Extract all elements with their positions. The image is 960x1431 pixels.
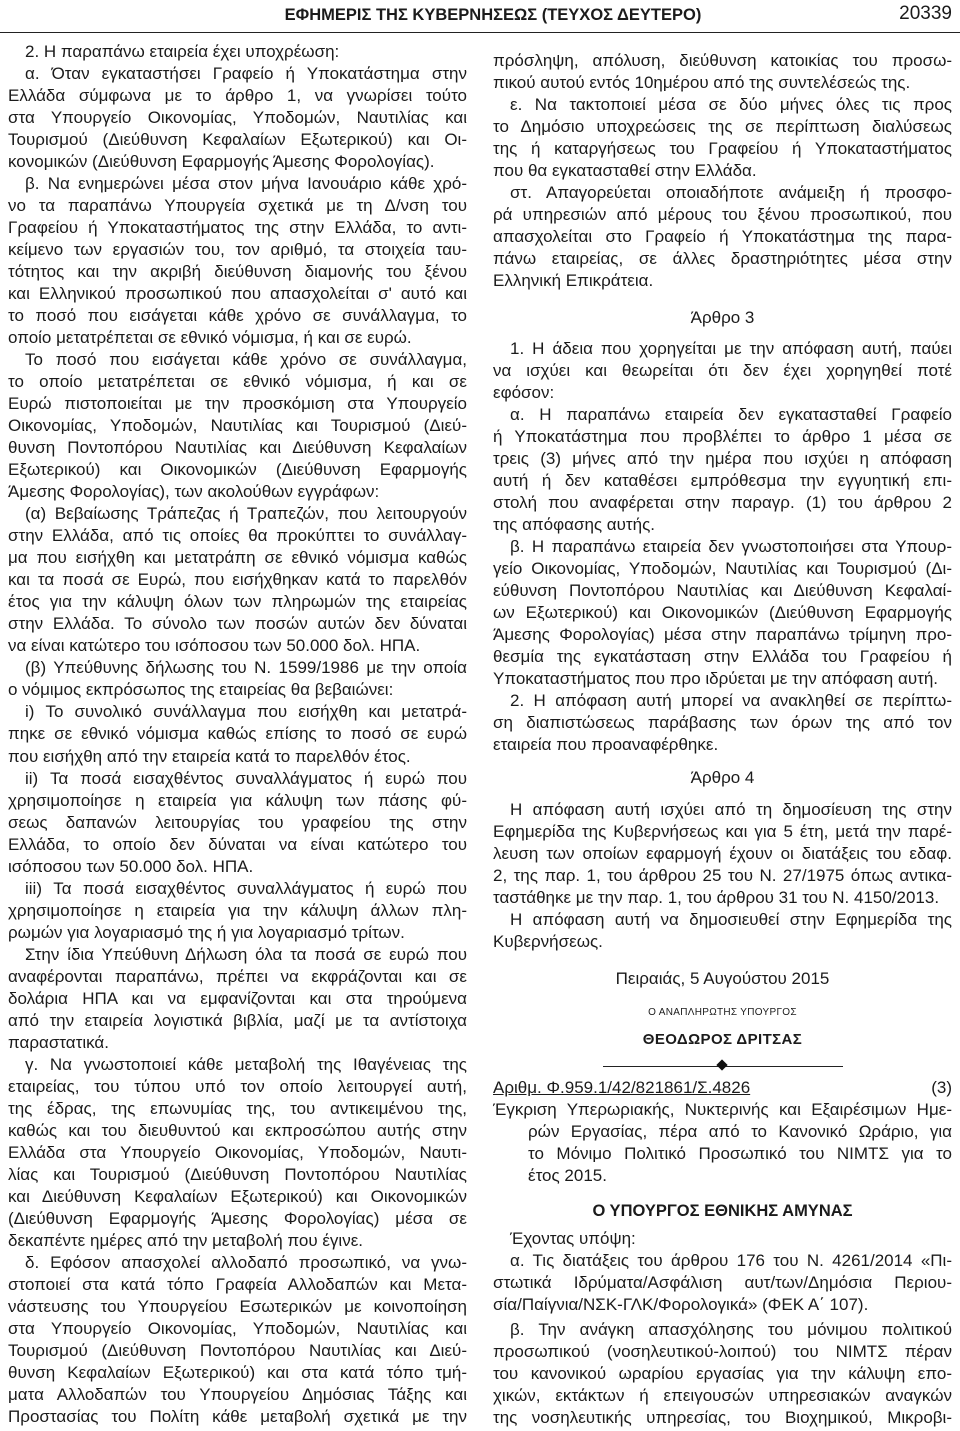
text-line: του κανονικού ωραρίου εργασίας για την κάλυψη επο- <box>493 1363 952 1383</box>
text-line: της έδρας, της επωνυμίας της, του αντικειμένου της, <box>8 1098 467 1118</box>
text-line: καθώς και του διευθυντού και εκπροσώπου αυτής στην <box>8 1120 467 1140</box>
text-line: γείο Οικονομίας, Υποδομών, Ναυτιλίας και Τουρισμού (Δι- <box>493 559 952 579</box>
text-line: β. Να ενημερώνει μέσα στον μήνα Ιανουάριο κάθε χρό- <box>25 174 467 194</box>
text-line: γ. Να γνωστοποιεί κάθε μεταβολή της Ιθαγένειας της <box>25 1054 467 1074</box>
text-line: μα που εισήχθη και μετατράπη σε εθνικό νόμισμα καθώς <box>8 548 467 568</box>
text-line: νάστευσης του Υπουργείου Εσωτερικών με κοινοποίηση <box>8 1296 467 1316</box>
text-line: Το ποσό που εισάγεται κάθε χρόνο σε συνάλλαγμα, <box>25 350 467 370</box>
paragraph <box>493 1250 952 1316</box>
text-line: Η απόφαση αυτή να δημοσιευθεί στην Εφημερίδα της <box>510 909 952 929</box>
text-line: προσωπικού (νοσηλευτικού-λοιπού) του ΝΙΜΤΣ πέραν <box>493 1341 952 1361</box>
signature-role: Ο ΑΝΑΠΛΗΡΩΤΗΣ ΥΠΟΥΡΓΟΣ <box>648 1006 797 1018</box>
text-line: Τουρισμού (Διεύθυνση Κεφαλαίων Εξωτερικού) και Οι- <box>8 130 467 150</box>
text-line: εταιρεία που προαναφέρθηκε. <box>493 735 719 755</box>
paragraph <box>8 1054 467 1252</box>
decision-title-line: ρών Εργασίας, πέρα από το Κανονικό Ωράριο, για <box>528 1121 952 1141</box>
paragraph <box>8 503 467 657</box>
text-line: ο νόμιμος εκπρόσωπος της εταιρείας θα βεβαιώνει: <box>8 680 394 700</box>
text-line: 1. Η άδεια που χορηγείται με την απόφαση αυτή, παύει <box>510 339 952 359</box>
text-line: Κυβερνήσεως. <box>493 931 603 951</box>
text-line: 2, της παρ. 1, του άρθρου 25 του Ν. 27/1975 όπως αντικα- <box>493 865 952 885</box>
text-line: αναφέρονται παραπάνω, πρέπει να εκφράζονται και σε <box>8 966 467 986</box>
text-line: απασχολείται στο Γραφείο ή Υποκατάστημα της παρα- <box>493 227 952 247</box>
text-line: νο τα παραπάνω Υπουργεία σχετικά με τη Δ/νση του <box>8 196 467 216</box>
article-4-heading: Άρθρο 4 <box>690 768 755 788</box>
text-line: σία/Παίγνια/ΝΣΚ-ΓΛΚ/Φορολογικά» (ΦΕΚ Α΄ 107). <box>493 1294 869 1314</box>
text-line: Υποκαταστήματος που προ ιδρύεται με την απόφαση αυτή. <box>493 669 939 689</box>
paragraph <box>493 94 952 182</box>
text-line: Προστασίας του Πολίτη κάθε μεταβολή σχετικά με την <box>8 1406 467 1426</box>
decision-number: Αριθμ. Φ.959.1/42/821861/Σ.4826 <box>493 1077 751 1097</box>
text-line: ισόποσου των 50.000 δολ. ΗΠΑ. <box>8 856 254 876</box>
text-line: 2. Η παραπάνω εταιρεία έχει υποχρέωση: <box>25 42 340 61</box>
text-line: έτος για την κάλυψη όλων των πληρωμών της εταιρείας <box>8 592 467 612</box>
decision-title-line: Έγκριση Υπερωριακής, Νυκτερινής και Εξαιρέσιμων Ημε- <box>493 1099 952 1119</box>
text-line: β. Την ανάγκη απασχόλησης του μόνιμου πολιτικού <box>510 1319 952 1339</box>
text-line: λίας και Τουρισμού (Διεύθυνση Ποντοπόρου Ναυτιλίας <box>8 1164 467 1184</box>
left-column <box>8 41 467 1428</box>
paragraph <box>8 173 467 349</box>
page-number: 20339 <box>899 3 952 24</box>
left-column-body <box>8 41 467 1428</box>
article-4-body <box>493 799 952 953</box>
text-line: στα Υπουργείο Οικονομίας, Υποδομών, Ναυτιλίας και <box>8 1318 467 1338</box>
text-line: θυνση Ποντοπόρου Ναυτιλίας και Διεύθυνση Κεφαλαίων <box>8 438 467 458</box>
diamond-icon <box>716 1059 727 1070</box>
text-line: Άμεσης Φορολογίας), των ακολούθων εγγράφων: <box>8 482 380 502</box>
text-line: δολάρια ΗΠΑ και να εμφανίζονται και στα τηρούμενα <box>8 988 467 1008</box>
text-line: θεσμία της εγκατάσταση στην Ελλάδα του Γραφείου ή <box>493 647 952 667</box>
text-line: Ελληνική Επικράτεια. <box>493 271 654 291</box>
gazette-title: ΕΦΗΜΕΡΙΣ ΤΗΣ ΚΥΒΕΡΝΗΣΕΩΣ (ΤΕΥΧΟΣ ΔΕΥΤΕΡΟ) <box>284 6 702 24</box>
decision-body <box>493 1228 952 1429</box>
text-line: Ελλάδα, το οποίο δεν δύναται να είναι κατώτερο του <box>8 834 467 854</box>
text-line: πηκε σε εθνικό νόμισμα καθώς επίσης το ποσό σε ευρώ <box>8 724 467 744</box>
paragraph <box>493 909 952 953</box>
text-line: Η απόφαση αυτή ισχύει από τη δημοσίευση της στην <box>510 799 952 819</box>
text-line: που εισήχθη από την εταιρεία κατά το παρελθόν έτος. <box>8 746 411 766</box>
text-line: στοποιεί στα κατά τόπο Γραφεία Αλλοδαπών και Μετα- <box>8 1274 467 1294</box>
text-line: δεκαπέντε ημέρες από την μεταβολή που έγινε. <box>8 1230 363 1250</box>
paragraph <box>8 657 467 701</box>
text-line: ταστάθηκε με την παρ. 1, του άρθρου 31 του Ν. 4150/2013. <box>493 887 940 907</box>
text-line: Ευρώ πιστοποιείται με την προσκόμιση στα Υπουργείο <box>8 394 467 414</box>
text-line: Εφημερίδα της Κυβερνήσεως και για 5 έτη, μετά την παρέ- <box>493 821 952 841</box>
continuation-section <box>493 50 952 292</box>
text-line: και τα ποσά σε Ευρώ, που εισήχθηκαν κατά το παρελθόν <box>8 570 467 590</box>
text-line: ματα Αλλοδαπών του Υπουργείου Δημόσιας Τάξης και <box>8 1384 467 1404</box>
header-divider <box>0 32 960 33</box>
text-line: iii) Τα ποσά εισαχθέντος συναλλάγματος ή ευρώ που <box>25 878 467 898</box>
paragraph <box>493 338 952 404</box>
text-line: Εξωτερικού) και Οικονομικών (Διεύθυνση Εφαρμογής <box>8 460 467 480</box>
paragraph <box>8 41 467 63</box>
paragraph <box>8 1252 467 1428</box>
text-line: i) Το συνολικό συνάλλαγμα που εισήχθη και μετατρά- <box>25 702 467 722</box>
text-line: λευση των οποίων εφαρμογή έχουν οι διατάξεις του εδαφ. <box>493 843 952 863</box>
text-line: τότητος και την ακριβή διεύθυνση διαμονής του ξένου <box>8 262 467 282</box>
text-line: Έχοντας υπόψη: <box>510 1228 636 1248</box>
text-line: εφόσον: <box>493 383 555 403</box>
text-line: να είναι κατώτερο του ισόποσου των 50.000 δολ. ΗΠΑ. <box>8 636 421 656</box>
decision-issuer: Ο ΥΠΟΥΡΓΟΣ ΕΘΝΙΚΗΣ ΑΜΥΝΑΣ <box>592 1201 853 1220</box>
decision-sequence: (3) <box>931 1077 952 1097</box>
paragraph <box>8 768 467 878</box>
text-line: ρά υπηρεσιών από μέρους του ξένου προσωπικού, που <box>493 205 952 225</box>
text-line: (α) Βεβαίωσης Τράπεζας ή Τραπεζών, που λειτουργούν <box>25 504 467 524</box>
text-line: από την εταιρεία λογιστικά βιβλία, μαζί με τα αντίστοιχα <box>8 1010 467 1030</box>
text-line: το ποσό που εισάγεται κάθε χρόνο σε συνάλλαγμα, το <box>8 306 467 326</box>
text-line: σεως δαπανών λειτουργίας του γραφείου της στην <box>8 812 467 832</box>
signature-name: ΘΕΟΔΩΡΟΣ ΔΡΙΤΣΑΣ <box>642 1030 803 1048</box>
paragraph <box>493 1319 952 1429</box>
text-line: ρωμών για λογαριασμό της ή για λογαριασμό τρίτων. <box>8 922 405 942</box>
text-line: α. Τις διατάξεις του άρθρου 176 του Ν. 4261/2014 «Πι- <box>510 1250 952 1270</box>
text-line: της ή καταργήσεως του Γραφείου ή Υποκαταστήματος <box>493 139 952 159</box>
decision-title-line: το Μόνιμο Πολιτικό Προσωπικό του ΝΙΜΤΣ για το <box>528 1143 952 1163</box>
text-line: που θα εγκατασταθεί στην Ελλάδα. <box>493 161 757 181</box>
decision-title-line: έτος 2015. <box>528 1165 607 1185</box>
text-line: της απόφασης αυτής. <box>493 515 656 535</box>
section-separator <box>493 1061 952 1071</box>
paragraph <box>493 404 952 536</box>
text-line: χρησιμοποίησε η εταιρεία για την κάλυψη άλλων πλη- <box>8 900 467 920</box>
text-line: β. Η παραπάνω εταιρεία δεν γνωστοποιήσει στα Υπουρ- <box>510 537 952 557</box>
text-line: της νοσηλευτικής υπηρεσίας, του Βιοχημικού, Μικροβι- <box>493 1407 952 1427</box>
paragraph <box>8 944 467 1054</box>
text-line: το Δημόσιο υποχρεώσεις της σε περίπτωση διαλύσεως <box>493 117 952 137</box>
paragraph <box>493 182 952 292</box>
text-line: στολή που αναφέρεται στην παραγρ. (1) του άρθρου 2 <box>493 493 952 513</box>
text-line: οποίο μετατρέπεται σε εθνικό νόμισμα, ή και σε ευρώ. <box>8 328 412 348</box>
text-line: (β) Υπεύθυνης δήλωσης του Ν. 1599/1986 με την οποία <box>25 658 467 678</box>
text-line: δ. Εφόσον απασχολεί αλλοδαπό προσωπικό, να γνω- <box>25 1252 467 1272</box>
decision-title <box>493 1099 952 1187</box>
text-line: και Ελληνικού προσωπικού που απασχολείται σ' αυτό και <box>8 284 467 304</box>
paragraph <box>493 50 952 94</box>
signature-place-date: Πειραιάς, 5 Αυγούστου 2015 <box>615 968 830 988</box>
text-line: Ελλάδα σύμφωνα με το άρθρο 1, να γνωρίσει τούτο <box>8 86 467 106</box>
decision-number-row <box>493 1077 952 1099</box>
text-line: Γραφείου ή Υποκαταστήματος της στην Ελλάδα, το αντι- <box>8 218 467 238</box>
text-line: στ. Απαγορεύεται οποιαδήποτε ανάμειξη ή προσφο- <box>510 183 952 203</box>
text-line: κονομικών (Διεύθυνση Εφαρμογής Άμεσης Φορολογίας). <box>8 152 435 172</box>
text-line: χρησιμοποίησε η εταιρεία για κάλυψη των πάσης φύ- <box>8 790 467 810</box>
text-line: αυτή ή δεν καταθέσει εμπρόθεσμα την εγγυητική επι- <box>493 471 952 491</box>
text-line: θυνση Κεφαλαίων Εξωτερικού) και στα κατά τόπο τμή- <box>8 1362 467 1382</box>
text-line: Άμεσης Φορολογίας) μέσα στην παραπάνω τρίμηνη προ- <box>493 625 952 645</box>
text-line: πικού αυτού εντός 10ημέρου από της συντελέσεώς της. <box>493 73 911 93</box>
text-line: (Διεύθυνση Εφαρμογής Άμεσης Φορολογίας) μέσα σε <box>8 1208 467 1228</box>
text-line: πάνω εταιρείας, σε άλλες δραστηριότητες μέσα στην <box>493 249 952 269</box>
text-line: ή Υποκατάστημα που προβλέπει το άρθρο 1 μέσα σε <box>493 427 952 447</box>
text-line: χικών, εκτάκτων ή επειγουσών υπηρεσιακών αναγκών <box>493 1385 952 1405</box>
paragraph <box>8 878 467 944</box>
text-line: εταιρείας, του τύπου υπό τον οποίο λειτουργεί αυτή, <box>8 1076 467 1096</box>
text-line: κείμενο των εργασιών του, τον αριθμό, τα στοιχεία ταυ- <box>8 240 467 260</box>
paragraph <box>8 349 467 503</box>
text-line: ε. Να τακτοποιεί μέσα σε δύο μήνες όλες τις προς <box>510 95 952 115</box>
right-column <box>493 50 952 1429</box>
text-line: Τουρισμού (Διεύθυνση Ποντοπόρου Ναυτιλίας και Διεύ- <box>8 1340 467 1360</box>
paragraph <box>493 1228 952 1250</box>
text-line: Στην ίδια Υπεύθυνη Δήλωση όλα τα ποσά σε ευρώ που <box>25 944 467 964</box>
text-line: 2. Η απόφαση αυτή μπορεί να ανακληθεί σε περίπτω- <box>510 691 952 711</box>
text-line: στα Υπουργείο Οικονομίας, Υποδομών, Ναυτιλίας και <box>8 108 467 128</box>
text-line: να ισχύει και θεωρείται ότι δεν έχει χορηγηθεί ποτέ <box>493 361 952 381</box>
article-3-heading: Άρθρο 3 <box>690 308 755 328</box>
paragraph <box>493 799 952 909</box>
text-line: στην Ελλάδα. Το σύνολο των ποσών αυτών δεν δύναται <box>8 614 467 634</box>
text-line: εύθυνση Ποντοπόρου Ναυτιλίας και Διεύθυνση Κεφαλαί- <box>493 581 952 601</box>
text-line: ων Εξωτερικού) και Οικονομικών (Διεύθυνση Εφαρμογής <box>493 603 952 623</box>
text-line: παραστατικά. <box>8 1032 109 1052</box>
paragraph <box>8 63 467 173</box>
text-line: α. Η παραπάνω εταιρεία δεν εγκατασταθεί Γραφείο <box>510 405 952 425</box>
text-line: το οποίο μετατρέπεται σε εθνικό νόμισμα, ή και σε <box>8 372 467 392</box>
text-line: Ελλάδα στα Υπουργείο Οικονομίας, Υποδομών, Ναυτι- <box>8 1142 467 1162</box>
text-line: α. Όταν εγκαταστήσει Γραφείο ή Υποκατάστημα στην <box>25 64 467 84</box>
text-line: Οικονομίας, Υποδομών, Ναυτιλίας και Τουρισμού (Διεύ- <box>8 416 467 436</box>
text-line: ii) Τα ποσά εισαχθέντος συναλλάγματος ή ευρώ που <box>25 768 467 788</box>
text-line: ση διαπιστώσεως παράβασης των όρων της από τον <box>493 713 952 733</box>
paragraph <box>8 701 467 767</box>
paragraph <box>493 690 952 756</box>
text-line: πρόσληψη, απόλυση, διεύθυνση κατοικίας του προσω- <box>493 51 952 70</box>
article-3-body <box>493 338 952 756</box>
text-line: στην Ελλάδα, από τις οποίες θα προκύπτει το συνάλλαγ- <box>8 526 467 546</box>
paragraph <box>493 536 952 690</box>
text-line: στωτικά Ιδρύματα/Ασφάλιση αυτ/των/Δημόσια Περιου- <box>493 1272 952 1292</box>
text-line: και Διεύθυνση Κεφαλαίων Εξωτερικού) και Οικονομικών <box>8 1186 467 1206</box>
text-line: τρεις (3) μήνες από την ημέρα που ισχύει η απόφαση <box>493 449 952 469</box>
